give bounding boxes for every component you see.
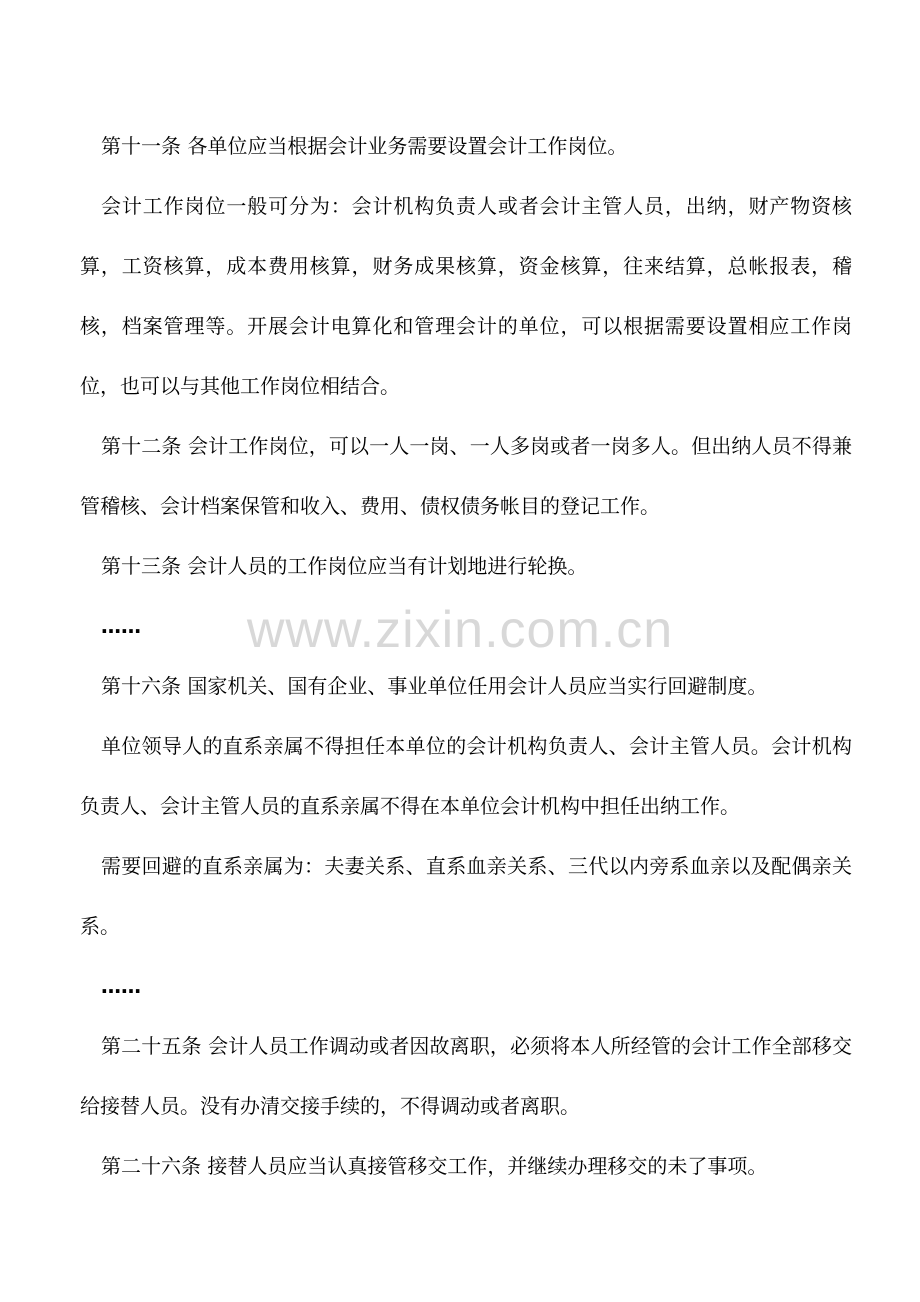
- ellipsis-separator: ……: [101, 614, 141, 638]
- paragraph-article-16: 第十六条 国家机关、国有企业、事业单位任用会计人员应当实行回避制度。: [101, 674, 768, 698]
- paragraph-article-12: 第十二条 会计工作岗位，可以一人一岗、一人多岗或者一岗多人。但出纳人员不得兼管稽核、会计档案保管和收入、费用、债权债务帐目的登记工作。: [80, 434, 852, 518]
- paragraph-article-16-definition: 需要回避的直系亲属为：夫妻关系、直系血亲关系、三代以内旁系血亲以及配偶亲关系。: [80, 854, 852, 938]
- paragraph-article-13: 第十三条 会计人员的工作岗位应当有计划地进行轮换。: [101, 554, 588, 578]
- watermark: www.zixin.com.cn: [246, 601, 674, 659]
- paragraph-article-26: 第二十六条 接替人员应当认真接管移交工作，并继续办理移交的未了事项。: [101, 1154, 768, 1178]
- paragraph-article-25: 第二十五条 会计人员工作调动或者因故离职，必须将本人所经管的会计工作全部移交给接替人员。没有办清交接手续的，不得调动或者离职。: [80, 1034, 852, 1118]
- ellipsis-separator: ……: [101, 974, 141, 998]
- paragraph-article-11: 第十一条 各单位应当根据会计业务需要设置会计工作岗位。: [101, 134, 628, 158]
- paragraph-article-11-positions: 会计工作岗位一般可分为：会计机构负责人或者会计主管人员，出纳，财产物资核算，工资核算，成本费用核算，财务成果核算，资金核算，往来结算，总帐报表，稽核，档案管理等。开展会计电算化和管理会计的单位，可以根据需要设置相应工作岗位，也可以与其他工作岗位相结合。: [80, 194, 852, 398]
- paragraph-article-16-relatives: 单位领导人的直系亲属不得担任本单位的会计机构负责人、会计主管人员。会计机构负责人、会计主管人员的直系亲属不得在本单位会计机构中担任出纳工作。: [80, 734, 852, 818]
- document-body: [80, 116, 852, 1196]
